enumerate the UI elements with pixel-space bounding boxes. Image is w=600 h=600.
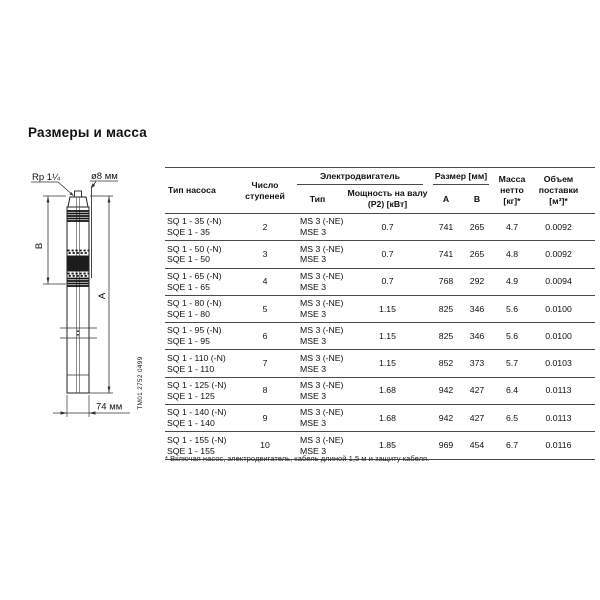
- volume-value: 0.0113: [545, 412, 572, 423]
- cable-diameter-label: ø8 мм: [91, 171, 118, 182]
- dim-a-value: 969: [438, 440, 454, 451]
- power-value: 1.85: [379, 440, 396, 451]
- thread-leader-line: [31, 182, 74, 196]
- table-row: [165, 378, 595, 405]
- header-motor-group-label: Электродвигатель: [297, 168, 423, 185]
- motor-type-line2: MSE 3: [300, 254, 327, 265]
- motor-type-cell: [290, 325, 345, 347]
- mass-value: 4.9: [505, 276, 519, 287]
- motor-type-cell: [290, 407, 345, 429]
- motor-type-line1: MS 3 (-NE): [300, 216, 344, 227]
- pump-type-cell: [165, 380, 240, 402]
- volume-value: 0.0092: [545, 221, 572, 232]
- mass-value: 5.6: [505, 330, 519, 341]
- power-value: 1.68: [379, 412, 396, 423]
- dim-b-value: 265: [469, 221, 485, 232]
- dim-b: [43, 196, 66, 284]
- dim-a-value: 852: [438, 358, 454, 369]
- motor-type-cell: [290, 353, 345, 375]
- power-value: 1.68: [379, 385, 396, 396]
- pump-type-line2: SQE 1 - 95: [167, 336, 210, 347]
- pump-type-line2: SQE 1 - 140: [167, 418, 215, 429]
- motor-type-line1: MS 3 (-NE): [300, 270, 344, 281]
- pump-body: [67, 207, 89, 393]
- motor-type-cell: [290, 380, 345, 402]
- header-size-group: [430, 168, 492, 213]
- mass-value: 5.6: [505, 303, 519, 314]
- header-dim-b: B: [473, 193, 481, 204]
- stages-value: 2: [262, 221, 268, 232]
- dim-a-value: 741: [438, 249, 454, 259]
- stages-value: 9: [262, 412, 268, 423]
- motor-type-cell: [290, 244, 345, 266]
- dim-a-value: 825: [438, 330, 454, 341]
- pump-type-line1: SQ 1 - 125 (-N): [167, 380, 227, 391]
- dim-b-value: 346: [469, 303, 485, 314]
- table-body: [165, 214, 595, 460]
- stages-value: 10: [260, 440, 270, 451]
- stages-value: 3: [262, 249, 268, 259]
- pump-type-cell: [165, 407, 240, 429]
- motor-type-line2: MSE 3: [300, 336, 327, 347]
- table-row: [165, 405, 595, 432]
- motor-type-line2: MSE 3: [300, 281, 327, 292]
- table-row: [165, 350, 595, 377]
- motor-type-cell: [290, 216, 345, 238]
- pump-type-line1: SQ 1 - 110 (-N): [167, 352, 226, 363]
- table-row: [165, 323, 595, 350]
- motor-type-line1: MS 3 (-NE): [300, 380, 344, 391]
- power-value: 1.15: [379, 330, 396, 341]
- motor-type-line2: MSE 3: [300, 418, 327, 429]
- power-value: 1.15: [379, 358, 396, 369]
- header-size-group-label: Размер [мм]: [433, 168, 489, 185]
- pump-type-line1: SQ 1 - 140 (-N): [167, 407, 227, 418]
- motor-type-line2: MSE 3: [300, 445, 327, 456]
- pump-type-cell: [165, 325, 240, 347]
- volume-value: 0.0113: [545, 385, 572, 396]
- table-header: [165, 167, 595, 214]
- pump-type-cell: [165, 271, 240, 293]
- stages-value: 6: [262, 330, 268, 341]
- thread-size-label: Rp 1¼: [32, 172, 60, 183]
- pump-type-cell: [165, 298, 240, 320]
- pump-dimension-drawing: [20, 158, 170, 458]
- motor-type-line2: MSE 3: [300, 363, 327, 374]
- dim-a-value: 741: [438, 221, 454, 232]
- motor-type-line1: MS 3 (-NE): [300, 407, 344, 418]
- pump-type-line2: SQE 1 - 80: [167, 309, 210, 320]
- pump-type-line1: SQ 1 - 35 (-N): [167, 216, 222, 227]
- motor-type-line1: MS 3 (-NE): [300, 352, 344, 363]
- mass-value: 6.4: [505, 385, 519, 396]
- pump-cap: [68, 197, 88, 207]
- pump-type-line1: SQ 1 - 50 (-N): [167, 243, 222, 254]
- volume-value: 0.0100: [545, 330, 572, 341]
- mass-value: 4.8: [505, 249, 519, 259]
- header-volume: Объем поставки [м³]*: [538, 174, 579, 206]
- power-value: 0.7: [381, 221, 394, 232]
- dim-b-letter: B: [34, 242, 45, 250]
- table-footnote: * Включая насос, электродвигатель, кабель длиной 1,5 м и защиту кабеля.: [165, 454, 430, 463]
- mass-value: 4.7: [505, 221, 519, 232]
- header-motor-type: Тип: [309, 193, 326, 204]
- mass-value: 5.7: [505, 358, 519, 369]
- pump-type-line1: SQ 1 - 80 (-N): [167, 298, 222, 309]
- dim-b-value: 292: [469, 276, 485, 287]
- table-row: [165, 296, 595, 323]
- header-power: Мощность на валу (P2) [кВт]: [347, 188, 428, 209]
- mass-value: 6.7: [505, 440, 519, 451]
- dim-a-letter: A: [97, 292, 108, 300]
- volume-value: 0.0094: [545, 276, 572, 287]
- dim-b-value: 346: [469, 330, 485, 341]
- dim-b-value: 427: [469, 385, 485, 396]
- header-mass: Масса нетто [кг]*: [498, 174, 526, 206]
- pump-thread-nub: [75, 191, 82, 197]
- dim-width-label: 74 мм: [96, 401, 123, 413]
- dim-b-value: 454: [469, 440, 485, 451]
- motor-type-line1: MS 3 (-NE): [300, 434, 344, 445]
- table-row: [165, 214, 595, 241]
- stages-value: 4: [262, 276, 268, 287]
- motor-type-line1: MS 3 (-NE): [300, 298, 344, 309]
- dim-a-value: 768: [438, 276, 454, 287]
- motor-type-line2: MSE 3: [300, 390, 327, 401]
- stages-value: 7: [262, 358, 268, 369]
- spec-table: [165, 167, 595, 460]
- pump-drawing-svg: [20, 158, 170, 458]
- motor-type-line2: MSE 3: [300, 309, 327, 320]
- page-title: Размеры и масса: [28, 125, 147, 140]
- pump-type-line1: SQ 1 - 155 (-N): [167, 434, 227, 445]
- drawing-ref-number: TM01 2752 0499: [137, 356, 144, 410]
- mass-value: 6.5: [505, 412, 519, 423]
- dim-b-value: 427: [469, 412, 485, 423]
- volume-value: 0.0116: [545, 440, 572, 451]
- dim-a-value: 825: [438, 303, 454, 314]
- power-value: 0.7: [381, 249, 394, 259]
- motor-type-cell: [290, 271, 345, 293]
- dim-b-value: 265: [469, 249, 485, 259]
- pump-type-line2: SQE 1 - 65: [167, 281, 210, 292]
- pump-type-line1: SQ 1 - 95 (-N): [167, 325, 222, 336]
- header-stages: Число ступеней: [245, 179, 285, 201]
- pump-type-line2: SQE 1 - 125: [167, 390, 215, 401]
- volume-value: 0.0092: [545, 249, 572, 259]
- table-row: [165, 241, 595, 268]
- header-pump-type: Тип насоса: [168, 185, 216, 196]
- pump-type-line2: SQE 1 - 110: [167, 363, 215, 374]
- pump-type-cell: [165, 353, 240, 375]
- pump-type-line2: SQE 1 - 155: [167, 445, 215, 456]
- coupling-block: [68, 256, 89, 272]
- motor-type-cell: [290, 298, 345, 320]
- pump-type-line2: SQE 1 - 35: [167, 227, 210, 238]
- pump-type-line1: SQ 1 - 65 (-N): [167, 270, 222, 281]
- pump-type-line2: SQE 1 - 50: [167, 254, 210, 265]
- stages-value: 5: [262, 303, 268, 314]
- table-row: [165, 269, 595, 296]
- power-value: 0.7: [381, 276, 394, 287]
- pump-type-cell: [165, 244, 240, 266]
- cable-leader-line: [90, 181, 118, 188]
- motor-type-line2: MSE 3: [300, 227, 327, 238]
- motor-type-line1: MS 3 (-NE): [300, 325, 344, 336]
- dim-a-value: 942: [438, 385, 454, 396]
- dim-a-value: 942: [438, 412, 454, 423]
- volume-value: 0.0100: [545, 303, 572, 314]
- dim-b-value: 373: [469, 358, 485, 369]
- header-motor-group: [290, 168, 430, 213]
- pump-type-cell: [165, 216, 240, 238]
- power-value: 1.15: [379, 303, 396, 314]
- motor-type-line1: MS 3 (-NE): [300, 243, 344, 254]
- stages-value: 8: [262, 385, 268, 396]
- header-dim-a: A: [442, 193, 450, 204]
- volume-value: 0.0103: [545, 358, 572, 369]
